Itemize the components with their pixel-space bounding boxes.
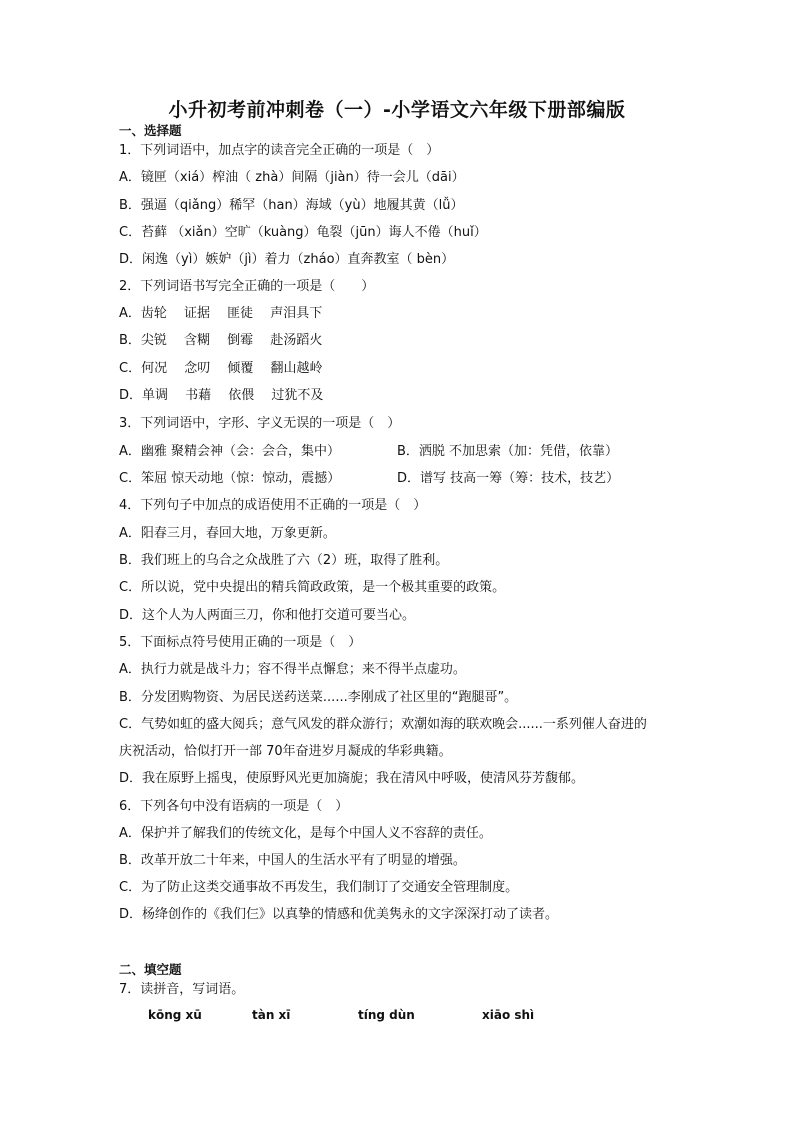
question-5-option-c: C．气势如虹的盛大阅兵；意气风发的群众游行；欢潮如海的联欢晚会......一系列催人奋进的: [119, 717, 647, 732]
pinyin-item: tíng dùn: [358, 1008, 415, 1022]
pinyin-item: tàn xī: [252, 1008, 291, 1022]
section-heading-choice: 一、选择题: [119, 123, 182, 138]
question-5-option-c-continued: 庆祝活动，恰似打开一部 70年奋进岁月凝成的华彩典籍。: [119, 744, 452, 759]
question-2-option-d: D．单调 书藉 依偎 过犹不及: [119, 388, 324, 403]
question-1-stem: 1．下列词语中，加点字的读音完全正确的一项是（ ）: [119, 143, 440, 158]
question-1-option-d: D．闲逸（yì）嫉妒（jì）着力（zháo）直奔教室（ bèn）: [119, 252, 455, 267]
question-3-option-a: A．幽雅 聚精会神（会：会合，集中）: [119, 444, 341, 459]
question-6-option-b: B．改革开放二十年来，中国人的生活水平有了明显的增强。: [119, 853, 466, 868]
question-6-option-d: D．杨绛创作的《我们仨》以真挚的情感和优美隽永的文字深深打动了读者。: [119, 907, 559, 922]
question-7-stem: 7．读拼音，写词语。: [119, 982, 245, 997]
question-4-option-a: A．阳春三月，春回大地，万象更新。: [119, 526, 336, 541]
question-2-option-c: C．何况 念叨 倾覆 翻山越岭: [119, 361, 323, 376]
question-1-option-c: C．苔藓 （xiǎn）空旷（kuàng）龟裂（jūn）诲人不倦（huǐ）: [119, 225, 487, 240]
question-1-option-b: B．强逼（qiǎng）稀罕（han）海域（yù）地履其黄（lǚ）: [119, 198, 464, 213]
question-4-option-b: B．我们班上的乌合之众战胜了六（2）班，取得了胜利。: [119, 553, 449, 568]
question-5-option-b: B．分发团购物资、为居民送药送菜......李刚成了社区里的“跑腿哥”。: [119, 690, 518, 705]
question-2-option-a: A．齿轮 证据 匪徒 声泪具下: [119, 306, 323, 321]
question-6-option-a: A．保护并了解我们的传统文化，是每个中国人义不容辞的责任。: [119, 826, 492, 841]
question-2-stem: 2．下列词语书写完全正确的一项是（ ）: [119, 279, 375, 294]
question-5-option-a: A．执行力就是战斗力；容不得半点懈怠；来不得半点虚功。: [119, 662, 466, 677]
pinyin-item: xiāo shì: [482, 1008, 535, 1022]
question-2-option-b: B．尖锐 含糊 倒霉 赴汤蹈火: [119, 333, 323, 348]
question-1-option-a: A．镜匣（xiá）榨油（ zhà）间隔（jiàn）待一会儿（dāi）: [119, 170, 465, 185]
question-3-option-d: D．谱写 技高一筹（筹：技术，技艺）: [397, 471, 620, 486]
page-title: 小升初考前冲刺卷（一）-小学语文六年级下册部编版: [168, 99, 626, 121]
question-3-option-b: B．洒脱 不加思索（加：凭借，依靠）: [397, 444, 619, 459]
section-heading-fill-in: 二、填空题: [119, 962, 182, 977]
question-5-stem: 5．下面标点符号使用正确的一项是（ ）: [119, 635, 362, 650]
question-5-option-d: D．我在原野上摇曳，使原野风光更加旖旎；我在清风中呼吸，使清风芬芳馥郁。: [119, 771, 585, 786]
question-6-option-c: C．为了防止这类交通事故不再发生，我们制订了交通安全管理制度。: [119, 880, 519, 895]
question-4-stem: 4．下列句子中加点的成语使用不正确的一项是（ ）: [119, 498, 427, 513]
question-3-stem: 3．下列词语中，字形、字义无误的一项是（ ）: [119, 416, 401, 431]
question-6-stem: 6．下列各句中没有语病的一项是（ ）: [119, 799, 349, 814]
pinyin-item: kōng xū: [148, 1008, 202, 1022]
question-4-option-c: C．所以说，党中央提出的精兵简政政策，是一个极其重要的政策。: [119, 580, 506, 595]
question-3-option-c: C．笨屈 惊天动地（惊：惊动，震撼）: [119, 471, 341, 486]
question-4-option-d: D．这个人为人两面三刀，你和他打交道可要当心。: [119, 608, 416, 623]
